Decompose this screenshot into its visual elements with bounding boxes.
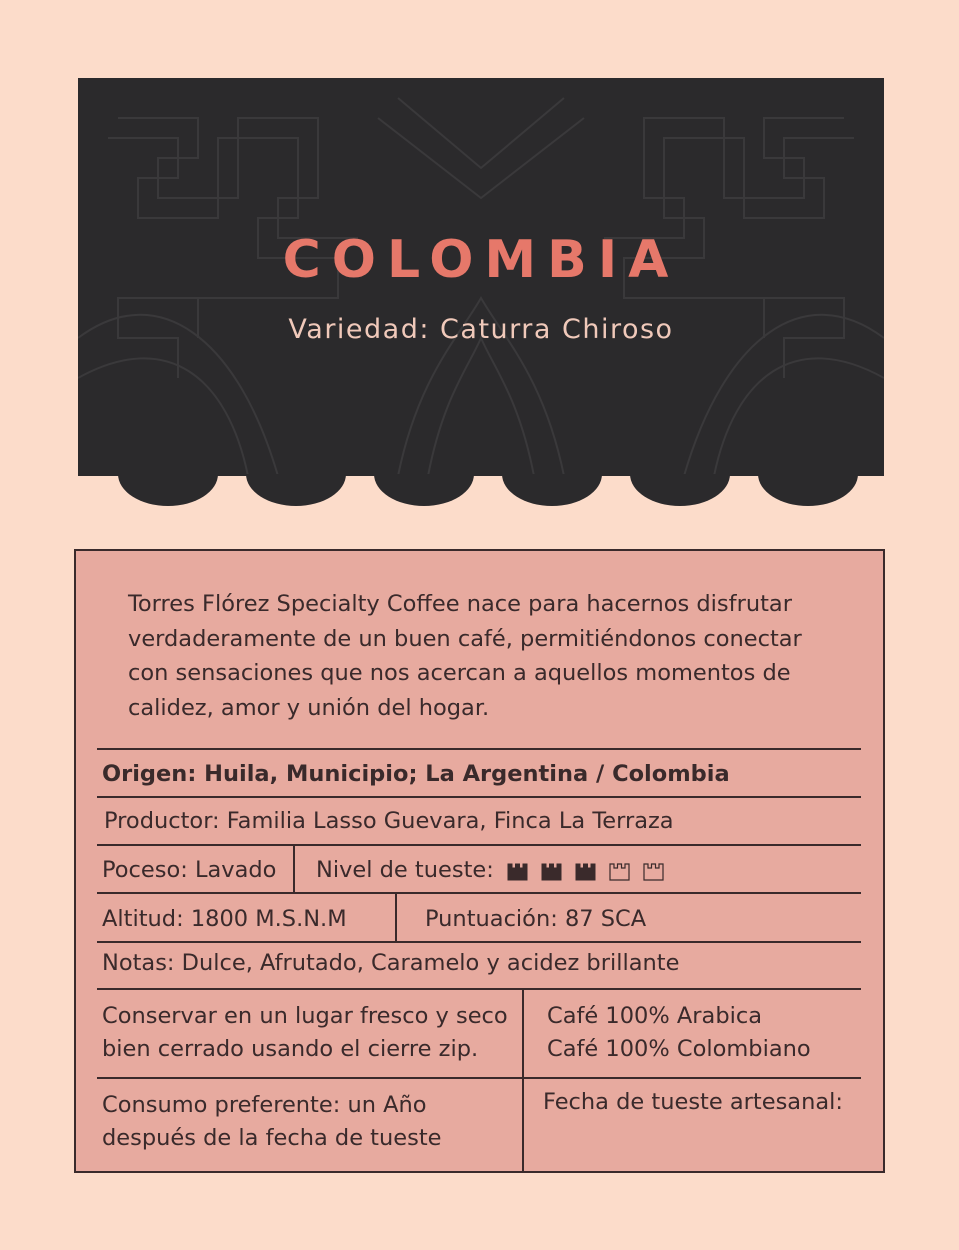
divider (395, 892, 397, 941)
roast-level-indicator (506, 860, 666, 886)
divider (293, 844, 295, 892)
altitude-text: Altitud: 1800 M.S.N.M (102, 906, 347, 932)
divider (97, 748, 861, 750)
consume-line-1: Consumo preferente: un Año (102, 1092, 427, 1118)
divider (522, 988, 524, 1171)
coffee-type-line-2: Café 100% Colombiano (547, 1036, 811, 1062)
scallop-edge (78, 474, 884, 508)
roast-date-label: Fecha de tueste artesanal: (543, 1089, 843, 1115)
intro-paragraph: Torres Flórez Specialty Coffee nace para hacernos disfrutar verdaderamente de un buen café, permitiéndonos conectar con sensaciones que nos acercan a aquellos momentos de calidez, amor y unión del hogar. (128, 591, 802, 721)
divider (97, 844, 861, 846)
coffee-type-line-1: Café 100% Arabica (547, 1003, 763, 1029)
origin-text: Origen: Huila, Municipio; La Argentina / Colombia (102, 761, 730, 787)
header-panel (78, 78, 884, 476)
roast-level-empty-icon (644, 864, 663, 880)
roast-level-empty-icon (610, 864, 629, 880)
divider (97, 892, 861, 894)
roast-level-label: Nivel de tueste: (316, 857, 494, 883)
page-title: COLOMBIA (282, 230, 680, 290)
roast-level-filled-icon (576, 864, 595, 880)
divider (97, 941, 861, 943)
divider (97, 796, 861, 798)
process-text: Poceso: Lavado (102, 857, 277, 883)
variety-subtitle: Variedad: Caturra Chiroso (288, 314, 674, 345)
storage-line-2: bien cerrado usando el cierre zip. (102, 1036, 479, 1062)
label-header (78, 78, 884, 508)
storage-line-1: Conservar en un lugar fresco y seco (102, 1003, 508, 1029)
producer-text: Productor: Familia Lasso Guevara, Finca La Terraza (104, 808, 674, 834)
divider (97, 988, 861, 990)
info-card (74, 549, 885, 1173)
notes-text: Notas: Dulce, Afrutado, Caramelo y acidez brillante (102, 950, 680, 976)
consume-line-2: después de la fecha de tueste (102, 1125, 442, 1151)
divider (97, 1077, 861, 1079)
roast-level-filled-icon (508, 864, 527, 880)
score-text: Puntuación: 87 SCA (425, 906, 647, 932)
roast-level-filled-icon (542, 864, 561, 880)
